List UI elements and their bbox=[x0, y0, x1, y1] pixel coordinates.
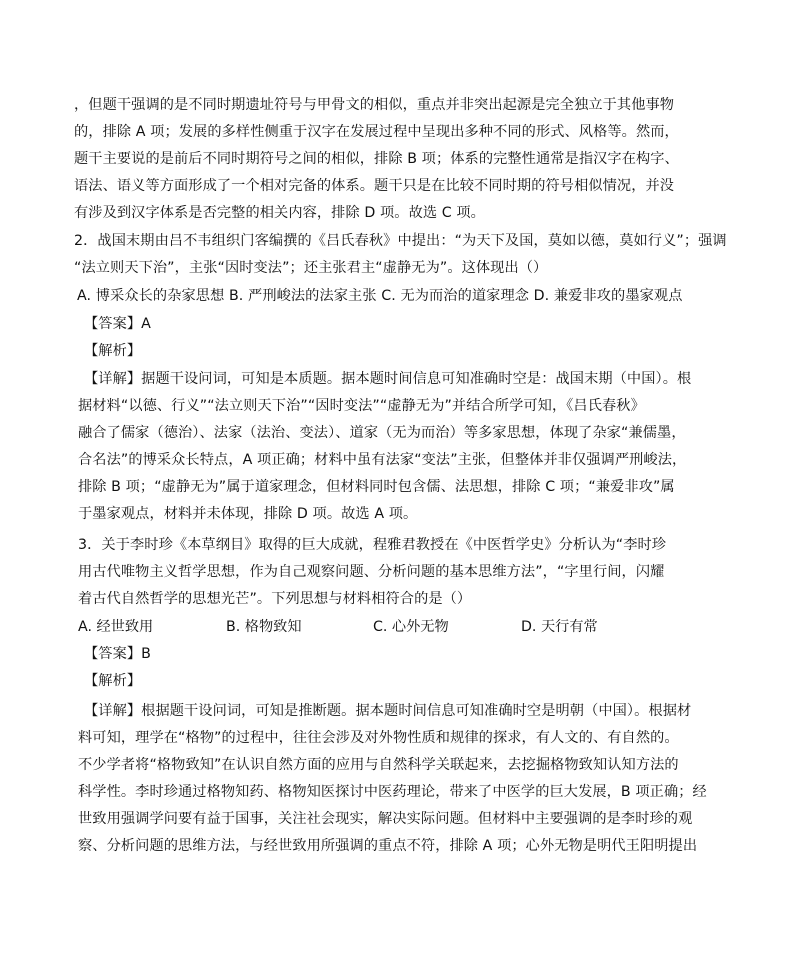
question-stem: 用古代唯物主义哲学思想，作为自己观察问题、分析问题的基本思维方法”，“字里行间，闪耀 bbox=[78, 564, 665, 580]
detail-line: 不少学者将“格物致知”在认识自然方面的应用与自然科学关联起来，去挖掘格物致知认知方法的 bbox=[78, 757, 679, 773]
text-line: 的，排除 A 项；发展的多样性侧重于汉字在发展过程中呈现出多种不同的形式、风格等。然而， bbox=[74, 124, 679, 140]
detail-line: 察、分析问题的思维方法，与经世致用所强调的重点不符，排除 A 项；心外无物是明代王阳明提出 bbox=[78, 838, 698, 854]
option-a: A. 经世致用 bbox=[78, 619, 154, 635]
text-line: 题干主要说的是前后不同时期符号之间的相似，排除 B 项；体系的完整性通常是指汉字在构字、 bbox=[74, 151, 679, 167]
text-line: ，但题干强调的是不同时期遗址符号与甲骨文的相似，重点并非突出起源是完全独立于其他事物 bbox=[74, 97, 675, 113]
detail-line: 【详解】据题干设问词，可知是本质题。据本题时间信息可知准确时空是：战国末期（中国）。根 bbox=[84, 371, 692, 387]
detail-line: 世致用强调学问要有益于国事，关注社会现实，解决实际问题。但材料中主要强调的是李时珍的观 bbox=[78, 811, 693, 827]
detail-line: 【详解】根据题干设问词，可知是推断题。据本题时间信息可知准确时空是明朝（中国）。根据材 bbox=[84, 703, 692, 719]
analysis-label: 【解析】 bbox=[84, 673, 142, 689]
answer-label: 【答案】A bbox=[84, 316, 151, 332]
detail-line: 据材料“以德、行义”“法立则天下治”“因时变法”“虚静无为”并结合所学可知，《吕氏春秋》 bbox=[78, 398, 645, 414]
detail-line: 于墨家观点，材料并未体现，排除 D 项。故选 A 项。 bbox=[78, 506, 418, 522]
text-line: 语法、语义等方面形成了一个相对完备的体系。题干只是在比较不同时期的符号相似情况，并没 bbox=[74, 178, 675, 194]
text-line: 有涉及到汉字体系是否完整的相关内容，排除 D 项。故选 C 项。 bbox=[74, 205, 485, 221]
question-stem: 2．战国末期由吕不韦组织门客编撰的《吕氏春秋》中提出：“为天下及国，莫如以德，莫如行义”；强调 bbox=[74, 233, 727, 249]
detail-line: 合名法”的博采众长特点，A 项正确；材料中虽有法家“变法”主张，但整体并非仅强调严刑峻法， bbox=[78, 452, 687, 468]
detail-line: 排除 B 项；“虚静无为”属于道家理念，但材料同时包含儒、法思想，排除 C 项；“兼爱非攻”属 bbox=[78, 479, 675, 495]
detail-line: 融合了儒家（德治）、法家（法治、变法）、道家（无为而治）等多家思想，体现了杂家“兼儒墨， bbox=[78, 425, 686, 441]
option-c: C. 心外无物 bbox=[373, 619, 449, 635]
option-b: B. 格物致知 bbox=[226, 619, 302, 635]
question-stem: 着古代自然哲学的思想光芒”。下列思想与材料相符合的是（） bbox=[78, 591, 472, 607]
question-stem: 3．关于李时珍《本草纲目》取得的巨大成就，程雅君教授在《中医哲学史》分析认为“李时珍 bbox=[78, 537, 667, 553]
question-stem: “法立则天下治”，主张“因时变法”；还主张君主“虚静无为”。这体现出（） bbox=[74, 260, 548, 276]
answer-options: A. 博采众长的杂家思想 B. 严刑峻法的法家主张 C. 无为而治的道家理念 D. 兼爱非攻的墨家观点 bbox=[77, 288, 683, 304]
option-d: D. 天行有常 bbox=[521, 619, 598, 635]
detail-line: 料可知，理学在“格物”的过程中，往往会涉及对外物性质和规律的探求，有人文的、有自然的。 bbox=[78, 730, 679, 746]
answer-label: 【答案】B bbox=[84, 646, 151, 662]
analysis-label: 【解析】 bbox=[84, 343, 142, 359]
detail-line: 科学性。李时珍通过格物知药、格物知医探讨中医药理论，带来了中医学的巨大发展，B 项正确；经 bbox=[78, 784, 707, 800]
